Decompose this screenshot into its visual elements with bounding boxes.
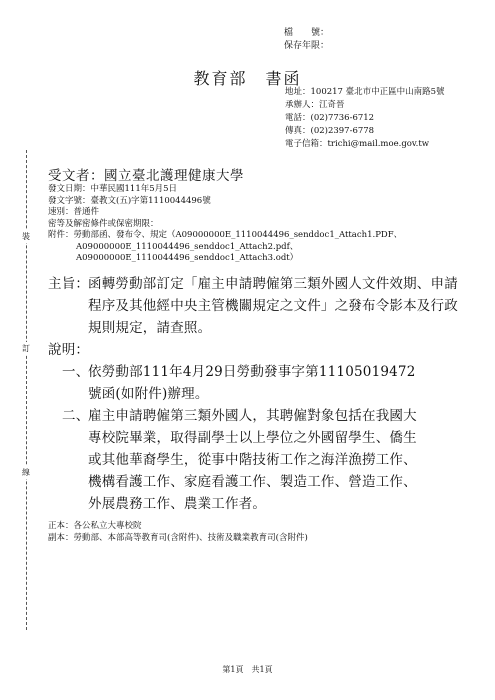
item-number: 二、 [62,408,90,424]
page-number: 第1頁 共1頁 [222,665,273,674]
contact-fax: 傳真：(02)2397-6778 [285,126,375,136]
attachments-line-3: A09000000E_1110044496_senddoc1_Attach3.odt） [76,253,299,263]
filing-info [284,27,329,53]
issue-date: 發文日期：中華民國111年5月5日 [48,184,178,194]
contact-phone: 電話：(02)7736-6712 [285,113,375,123]
recipient: 受文者：國立臺北護理健康大學 [48,168,244,184]
retention-period-label: 保存年限： [284,41,330,51]
binding-mark-top: 裝 [22,232,30,241]
document-number: 發文字號：臺教文(五)字第1110044496號 [48,195,211,206]
binding-mark-middle: 訂 [22,344,30,353]
contact-address: 地址：100217 臺北市中正區中山南路5號 [285,87,445,97]
attachments-line-1: 附件：勞動部函、發布令、規定（A09000000E_1110044496_senddoc1_Attach1.PDF、 [48,230,403,240]
contact-handler: 承辦人：江奇晉 [285,100,345,110]
copy-recipients: 副本：勞動部、本部高等教育司(含附件)、技術及職業教育司(含附件) [48,533,308,543]
document-meta [48,184,402,265]
secrecy-level: 密等及解密條件或保密期限： [48,218,159,229]
item-text: 依勞動部111年4月29日勞動發事字第11105019472號函(如附件)辦理。 [88,364,416,402]
binding-mark-bottom: 線 [22,468,30,477]
explanation-label: 說明： [48,342,90,358]
item-number: 一、 [62,364,90,380]
subject-text: 函轉勞動部訂定「雇主申請聘僱第三類外國人文件效期、申請程序及其他經中央主管機關規定之文件」之發布令影本及行政規則規定，請查照。 [88,276,458,336]
contact-email: 電子信箱：trichi@mail.moe.gov.tw [285,139,430,149]
item-text: 雇主申請聘僱第三類外國人，其聘僱對象包括在我國大專校院畢業，取得副學士以上學位之外國留學生、僑生或其他華裔學生，從事中階技術工作之海洋漁撈工作、機構看護工作、家庭看護工作、製造工作、營造工作、外展農務工作、農業工作者。 [88,408,417,512]
contact-info [285,86,445,151]
delivery-speed: 速別：普通件 [48,207,100,217]
main-recipients: 正本：各公私立大專校院 [48,521,142,531]
attachments-line-2: A09000000E_1110044496_senddoc1_Attach2.pdf、 [76,241,299,252]
file-number-label: 檔 號： [284,28,330,38]
subject-label: 主旨： [48,276,90,292]
binding-line [26,150,27,630]
distribution-list [48,520,308,544]
document-title: 教育部 書函 [193,69,302,88]
